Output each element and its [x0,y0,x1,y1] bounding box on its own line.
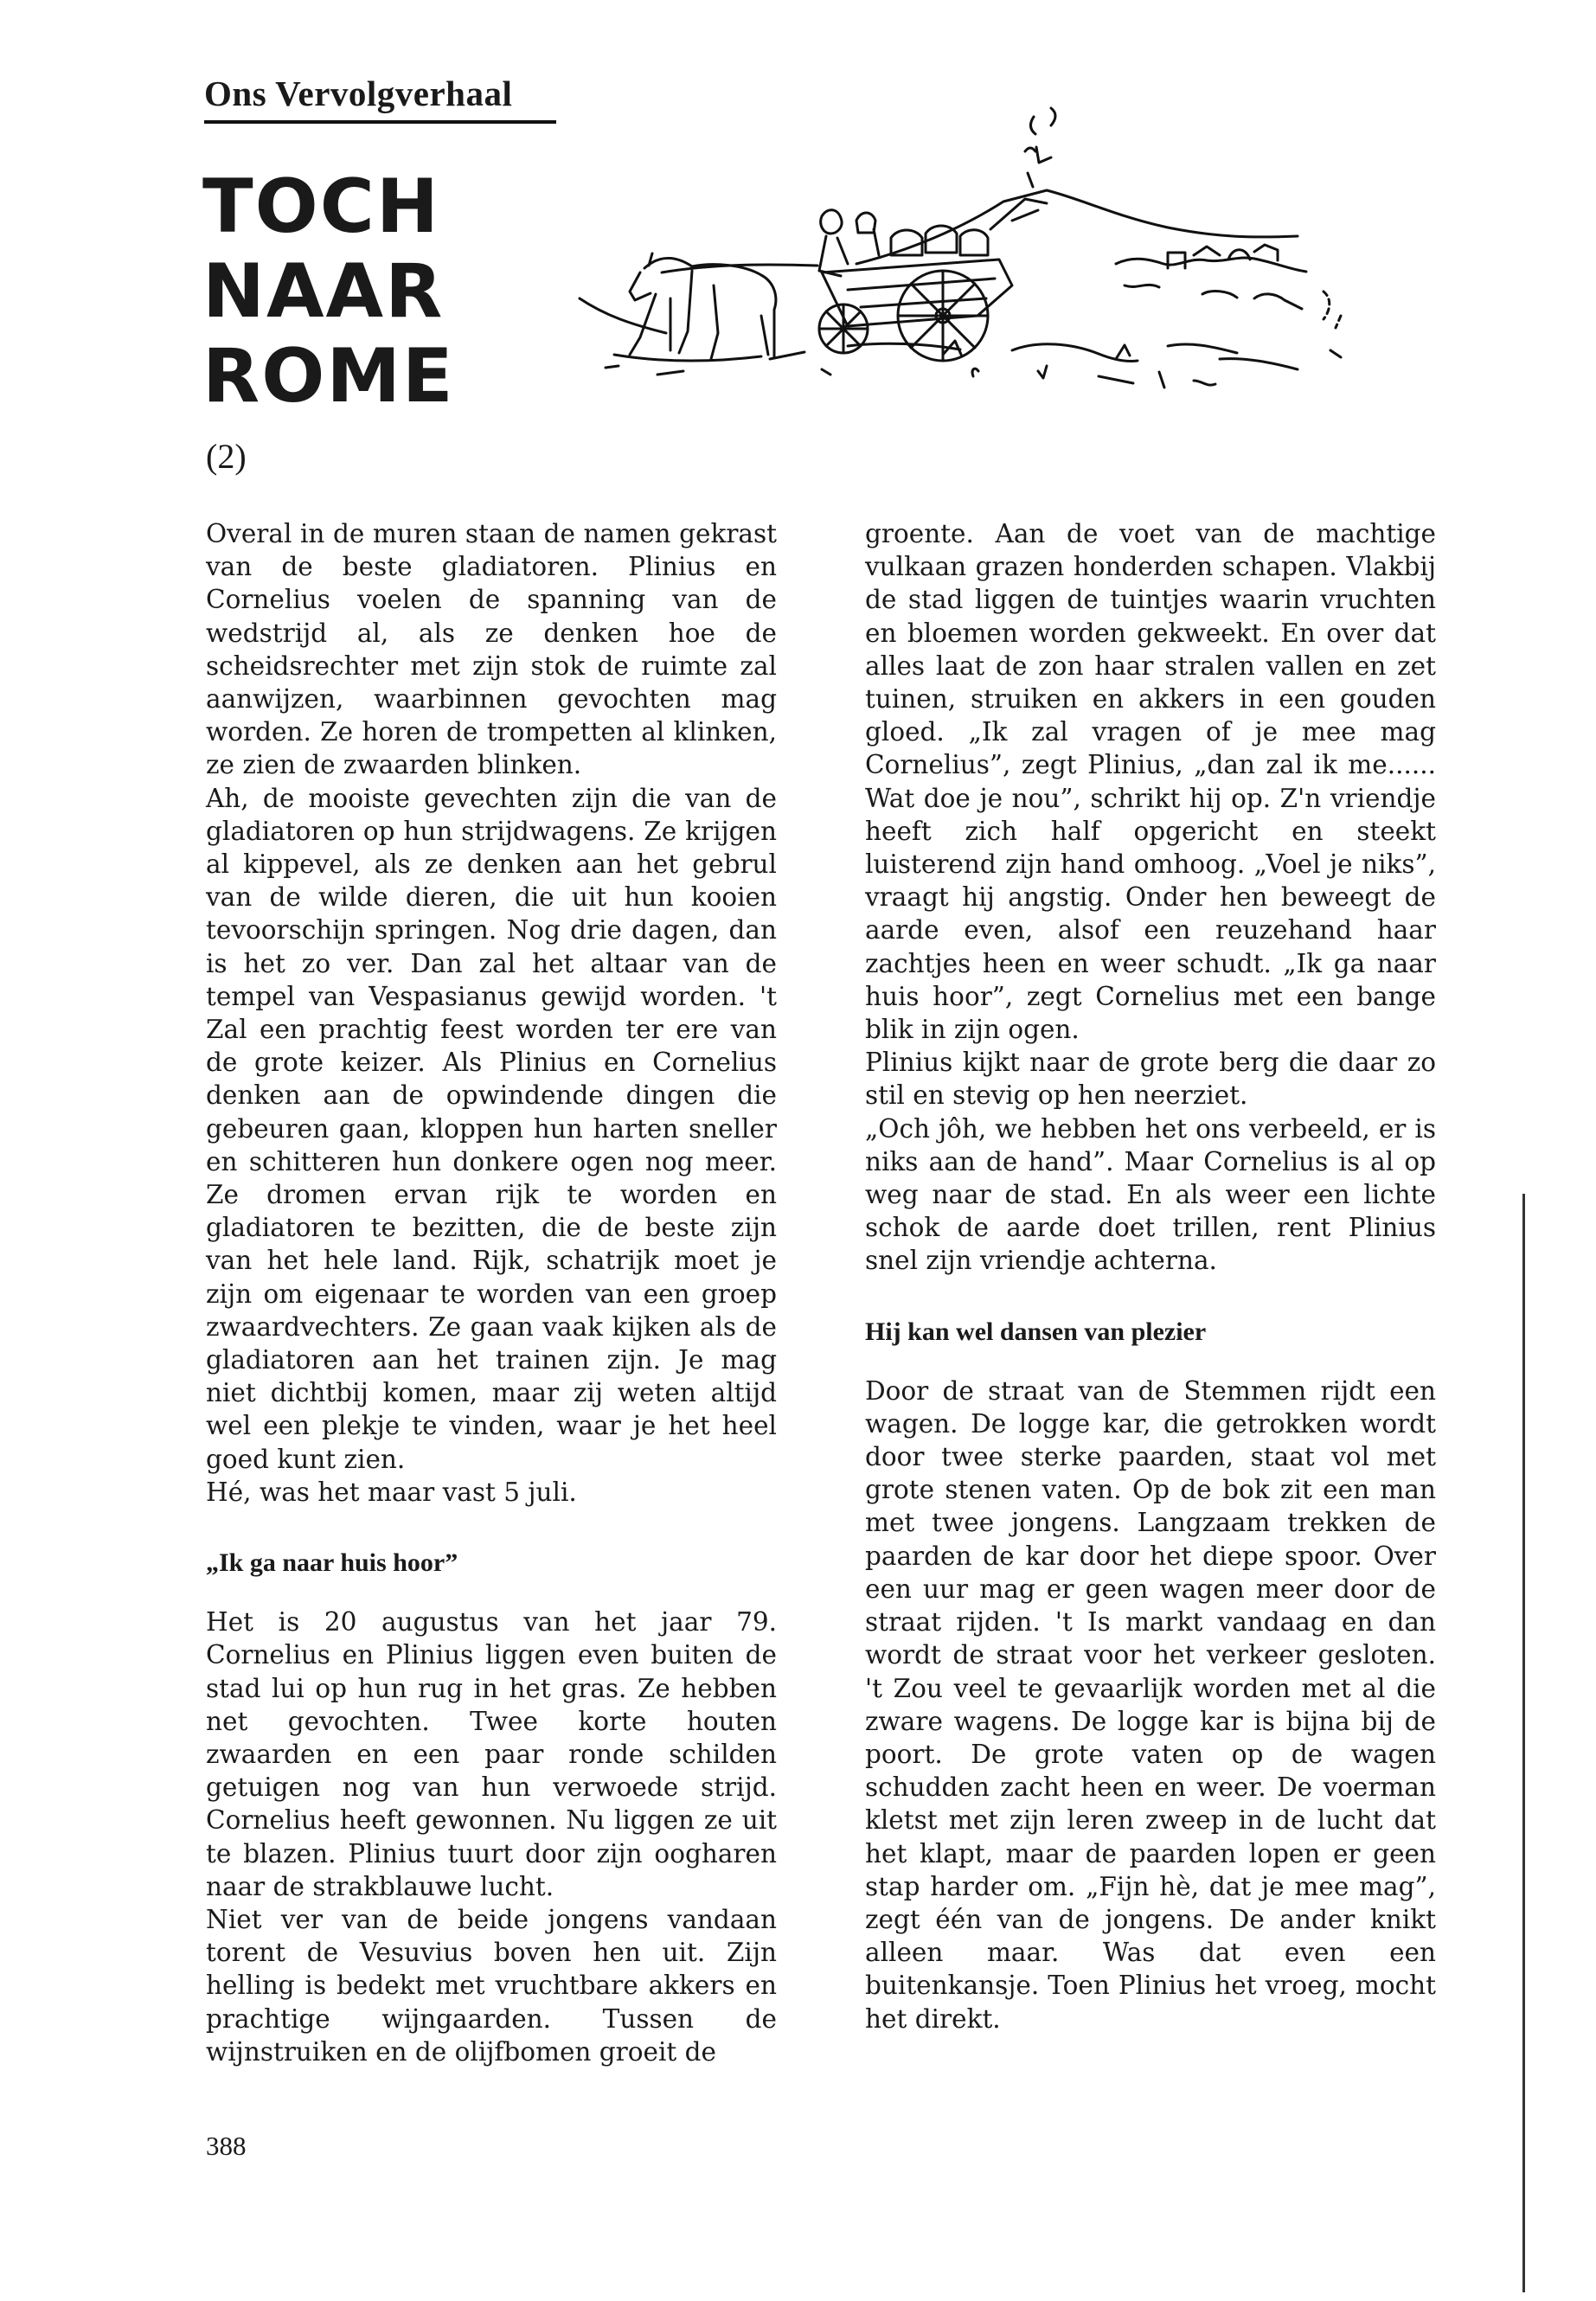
series-heading: Ons Vervolgverhaal [204,74,513,113]
paragraph: „Och jôh, we hebben het ons verbeeld, er is niks aan de hand”. Maar Cornelius is al op weg naar de stad. En als weer een lichte schok de aarde doet trillen, rent Plinius snel zijn vriendje achterna. [865,1113,1436,1276]
paragraph: Hé, was het maar vast 5 juli. [206,1477,577,1507]
scan-edge-line [1522,1194,1525,2292]
left-column [206,517,777,2068]
title-line-1: TOCH [202,163,440,250]
paragraph: Niet ver van de beide jongens vandaan torent de Vesuvius boven hen uit. Zijn helling is bedekt met vruchtbare akkers en prachtige wijngaarden. Tussen de wijnstruiken en de olijfbomen groeit de [206,1904,777,2067]
right-column [865,517,1436,2035]
horse-cart-sketch-icon [562,99,1471,506]
paragraph: groente. Aan de voet van de machtige vulkaan grazen honderden schapen. Vlakbij de stad liggen de tuintjes waarin vruchten en bloemen worden gekweekt. En over dat alles laat de zon haar stralen vallen en zet tuinen, struiken en akkers in een gouden gloed. „Ik zal vragen of je mee mag Cornelius”, zegt Plinius, „dan zal ik me...... Wat doe je nou”, schrikt hij op. Z'n vriendje heeft zich half opgericht en steekt luisterend zijn hand omhoog. „Voel je niks”, vraagt hij angstig. Onder hen beweegt de aarde even, alsof een reuzehand haar zachtjes heen en weer schudt. „Ik ga naar huis hoor”, zegt Cornelius met een bange blik in zijn ogen. [865,519,1436,1045]
paragraph: Door de straat van de Stemmen rijdt een wagen. De logge kar, die getrokken wordt door twee sterke paarden, staat vol met grote stenen vaten. Op de bok zit een man met twee jongens. Langzaam trekken de paarden de kar door het diepe spoor. Over een uur mag er geen wagen meer door de straat rijden. 't Is markt vandaag en dan wordt de straat voor het verkeer gesloten. 't Zou veel te gevaarlijk worden met al die zware wagens. De logge kar is bijna bij de poort. De grote vaten op de wagen schudden zacht heen en weer. De voerman kletst met zijn leren zweep in de lucht dat het klapt, maar de paarden lopen er geen stap harder om. „Fijn hè, dat je mee mag”, zegt één van de jongens. De ander knikt alleen maar. Was dat even een buitenkansje. Toen Plinius het vroeg, mocht het direkt. [865,1375,1436,2034]
paragraph: Plinius kijkt naar de grote berg die daar zo stil en stevig op hen neerziet. [865,1048,1436,1111]
page-number: 388 [206,2131,247,2161]
paragraph: Overal in de muren staan de namen gekrast van de beste gladiatoren. Plinius en Cornelius voelen de spanning van de wedstrijd al, als ze denken hoe de scheidsrechter met zijn stok de ruimte zal aanwijzen, waarbinnen gevochten mag worden. Ze horen de trompetten al klinken, ze zien de zwaarden blinken. [206,519,777,780]
title-line-2: NAAR [202,248,445,335]
title-line-3: ROME [202,333,455,420]
episode-number: (2) [206,437,247,476]
paragraph: Ah, de mooiste gevechten zijn die van de gladiatoren op hun strijdwagens. Ze krijgen al kippevel, als ze denken aan het gebrul van de wilde dieren, die uit hun kooien tevoorschijn springen. Nog drie dagen, dan is het zo ver. Dan zal het altaar van de tempel van Vespasianus gewijd worden. 't Zal een prachtig feest worden ter ere van de grote keizer. Als Plinius en Cornelius denken aan de opwindende dingen die gebeuren gaan, kloppen hun harten sneller en schitteren hun donkere ogen nog meer. Ze dromen ervan rijk te worden en gladiatoren te bezitten, die de beste zijn van het hele land. Rijk, schatrijk moet je zijn om eigenaar te worden van een groep zwaardvechters. Ze gaan vaak kijken als de gladiatoren aan het trainen zijn. Je mag niet dichtbij komen, maar zij weten altijd wel een plekje te vinden, waar je het heel goed kunt zien. [206,783,777,1474]
series-underline [204,120,556,124]
paragraph: Het is 20 augustus van het jaar 79. Cornelius en Plinius liggen even buiten de stad lui op hun rug in het gras. Ze hebben net gevochten. Twee korte houten zwaarden en een paar ronde schilden getuigen nog van hun verwoede strijd. Cornelius heeft gewonnen. Nu liggen ze uit te blazen. Plinius tuurt door zijn oogharen naar de strakblauwe lucht. [206,1607,777,1901]
section-heading: „Ik ga naar huis hoor” [206,1548,458,1578]
section-heading: Hij kan wel dansen van plezier [865,1317,1207,1346]
story-title [202,164,455,419]
